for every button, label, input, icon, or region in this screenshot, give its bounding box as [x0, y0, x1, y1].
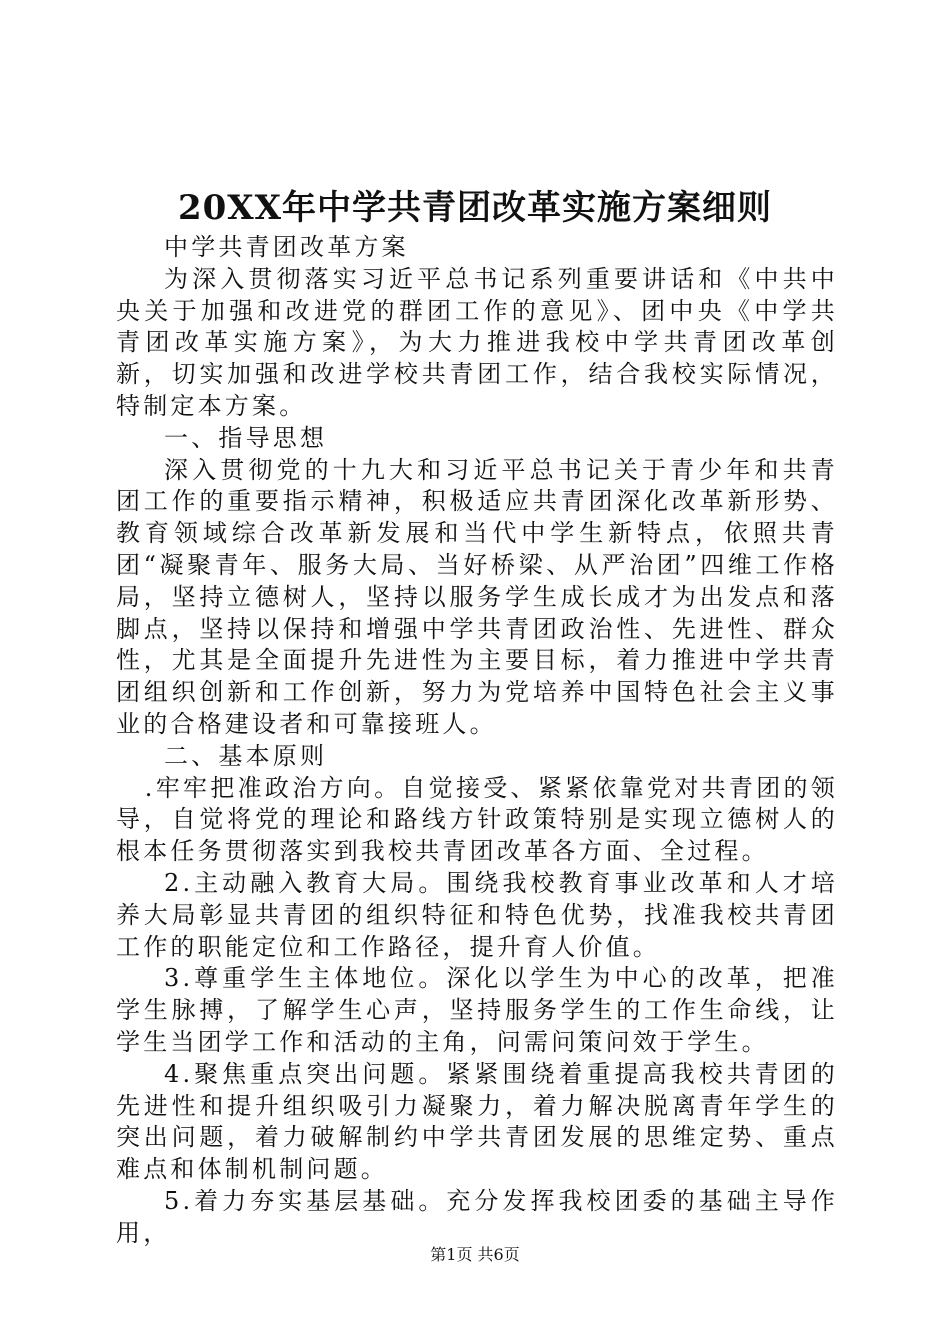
principle-5-paragraph: 5.着力夯实基层基础。充分发挥我校团委的基础主导作用， [116, 1186, 838, 1247]
page-footer: 第1页 共6页 [430, 1245, 520, 1264]
principle-4-paragraph: 4.聚焦重点突出问题。紧紧围绕着重提高我校共青团的先进性和提升组织吸引力凝聚力，着力解决脱离青年学生的突出问题，着力破解制约中学共青团发展的思维定势、重点难点和体制机制问题。 [116, 1059, 838, 1184]
principle-3-paragraph: 3.尊重学生主体地位。深化以学生为中心的改革，把准学生脉搏，了解学生心声，坚持服务学生的工作生命线，让学生当团学工作和活动的主角，问需问策问效于学生。 [116, 964, 838, 1056]
principle-1-paragraph: .牢牢把准政治方向。自觉接受、紧紧依靠党对共青团的领导，自觉将党的理论和路线方针政策特别是实现立德树人的根本任务贯彻落实到我校共青团改革各方面、全过程。 [116, 773, 838, 866]
principle-2-paragraph: 2.主动融入教育大局。围绕我校教育事业改革和人才培养大局彰显共青团的组织特征和特色优势，找准我校共青团工作的职能定位和工作路径，提升育人价值。 [116, 868, 838, 961]
document-body [116, 232, 838, 1250]
section-heading-guiding-thought: 一、指导思想 [164, 423, 328, 452]
intro-paragraph: 为深入贯彻落实习近平总书记系列重要讲话和《中共中央关于加强和改进党的群团工作的意见》、团中央《中学共青团改革实施方案》，为大力推进我校中学共青团改革创新，切实加强和改进学校共青团工作，结合我校实际情况，特制定本方案。 [116, 264, 838, 420]
guiding-thought-paragraph: 深入贯彻党的十九大和习近平总书记关于青少年和共青团工作的重要指示精神，积极适应共青团深化改革新形势、教育领域综合改革新发展和当代中学生新特点，依照共青团“凝聚青年、服务大局、当好桥梁、从严治团”四维工作格局，坚持立德树人，坚持以服务学生成长成才为出发点和落脚点，坚持以保持和增强中学共青团政治性、先进性、群众性，尤其是全面提升先进性为主要目标，着力推进中学共青团组织创新和工作创新，努力为党培养中国特色社会主义事业的合格建设者和可靠接班人。 [116, 455, 838, 738]
section-heading-basic-principles: 二、基本原则 [164, 741, 328, 770]
document-title: 20XX年中学共青团改革实施方案细则 [177, 188, 773, 228]
subtitle-paragraph: 中学共青团改革方案 [164, 233, 409, 261]
